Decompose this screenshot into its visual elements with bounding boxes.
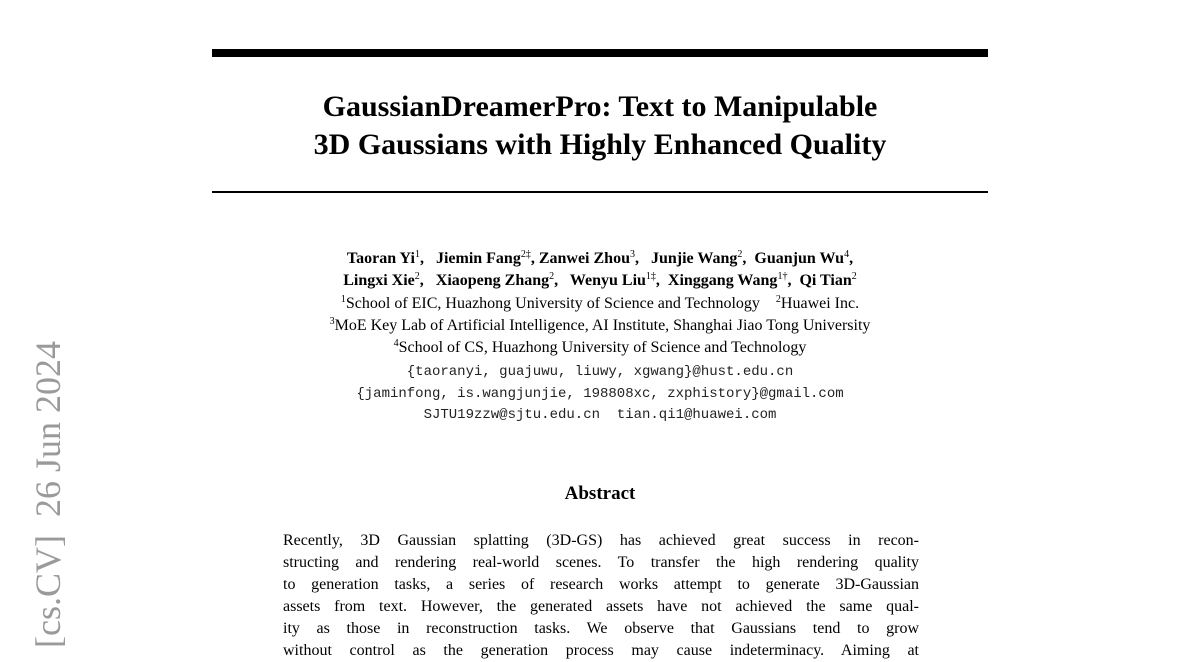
author bbox=[436, 272, 570, 289]
title-line-1: GaussianDreamerPro: Text to Manipulable bbox=[322, 90, 878, 123]
author bbox=[799, 272, 856, 289]
author-name: Xiaopeng Zhang bbox=[435, 272, 550, 289]
author bbox=[436, 250, 539, 267]
affiliations bbox=[212, 293, 988, 359]
affiliation-line bbox=[212, 337, 988, 359]
author-name: Jiemin Fang bbox=[435, 250, 521, 267]
author-separator: , bbox=[419, 272, 436, 289]
paper-title bbox=[212, 88, 988, 164]
abstract-line: structing and rendering real-world scenes. To transfer the high rendering quality bbox=[283, 554, 919, 571]
arxiv-date: 26 Jun 2024 bbox=[28, 341, 68, 518]
author bbox=[539, 250, 651, 267]
affiliation-text: Huawei Inc. bbox=[780, 295, 860, 312]
affiliation-line bbox=[212, 293, 988, 315]
author-affiliation-mark: 1† bbox=[777, 271, 788, 282]
abstract-body bbox=[283, 530, 919, 662]
author-affiliation-mark: 4 bbox=[844, 249, 850, 260]
arxiv-category: [cs.CV] bbox=[28, 535, 68, 648]
author-separator: , bbox=[849, 250, 854, 267]
author-separator: , bbox=[530, 250, 539, 267]
author-affiliation-mark: 3 bbox=[629, 249, 635, 260]
title-line-2: 3D Gaussians with Highly Enhanced Quality bbox=[313, 128, 887, 161]
author bbox=[343, 272, 436, 289]
abstract-heading: Abstract bbox=[564, 483, 636, 504]
author-affiliation-mark: 2 bbox=[851, 271, 857, 282]
author bbox=[651, 250, 754, 267]
author-separator: , bbox=[634, 250, 651, 267]
affiliation-line bbox=[212, 315, 988, 337]
author-affiliation-mark: 2‡ bbox=[520, 249, 531, 260]
author-affiliation-mark: 2 bbox=[737, 249, 743, 260]
email-line: {taoranyi, guajuwu, liuwy, xgwang}@hust.edu.cn bbox=[406, 364, 794, 380]
email-line: {jaminfong, is.wangjunjie, 198808xc, zxphistory}@gmail.com bbox=[356, 385, 844, 402]
email-line: SJTU19zzw@sjtu.edu.cn tian.qi1@huawei.com bbox=[423, 407, 777, 423]
affiliation-mark: 4 bbox=[393, 338, 399, 349]
affiliation-mark: 3 bbox=[329, 316, 335, 327]
author-separator: , bbox=[655, 272, 668, 289]
affiliation-text: MoE Key Lab of Artificial Intelligence, AI Institute, Shanghai Jiao Tong University bbox=[334, 317, 871, 334]
author bbox=[754, 250, 853, 267]
author-list bbox=[212, 248, 988, 292]
top-rule bbox=[212, 49, 988, 57]
author-separator: , bbox=[787, 272, 800, 289]
title-rule bbox=[212, 191, 988, 193]
author-name: Taoran Yi bbox=[346, 250, 415, 267]
author-emails bbox=[212, 362, 988, 427]
author bbox=[347, 250, 436, 267]
author-name: Xinggang Wang bbox=[667, 272, 778, 289]
arxiv-side-stamp bbox=[26, 341, 70, 648]
affiliation-text: School of CS, Huazhong University of Science and Technology bbox=[398, 339, 807, 356]
author-name: Lingxi Xie bbox=[343, 272, 415, 289]
author-name: Wenyu Liu bbox=[569, 272, 646, 289]
author-name: Zanwei Zhou bbox=[538, 250, 630, 267]
author bbox=[668, 272, 800, 289]
author-affiliation-mark: 2 bbox=[549, 271, 555, 282]
author bbox=[570, 272, 668, 289]
abstract-line: to generation tasks, a series of research works attempt to generate 3D-Gaussian bbox=[283, 576, 919, 593]
author-name: Guanjun Wu bbox=[754, 250, 845, 267]
author-affiliation-mark: 2 bbox=[414, 271, 420, 282]
author-name: Qi Tian bbox=[799, 272, 852, 289]
author-affiliation-mark: 1 bbox=[414, 249, 420, 260]
author-affiliation-mark: 1‡ bbox=[645, 271, 656, 282]
affiliation-text: School of EIC, Huazhong University of Science and Technology bbox=[345, 295, 760, 312]
abstract-line: without control as the generation process may cause indeterminacy. Aiming at bbox=[283, 642, 919, 659]
author-row-1 bbox=[212, 248, 988, 270]
abstract-line: Recently, 3D Gaussian splatting (3D-GS) has achieved great success in recon- bbox=[283, 532, 919, 549]
affiliation-mark: 1 bbox=[340, 294, 346, 305]
abstract-line: assets from text. However, the generated assets have not achieved the same qual- bbox=[283, 598, 919, 615]
abstract-line: ity as those in reconstruction tasks. We observe that Gaussians tend to grow bbox=[283, 620, 919, 637]
author-separator: , bbox=[554, 272, 570, 289]
author-separator: , bbox=[419, 250, 436, 267]
author-row-2 bbox=[212, 270, 988, 292]
author-separator: , bbox=[742, 250, 755, 267]
affiliation-mark: 2 bbox=[775, 294, 781, 305]
author-name: Junjie Wang bbox=[650, 250, 738, 267]
